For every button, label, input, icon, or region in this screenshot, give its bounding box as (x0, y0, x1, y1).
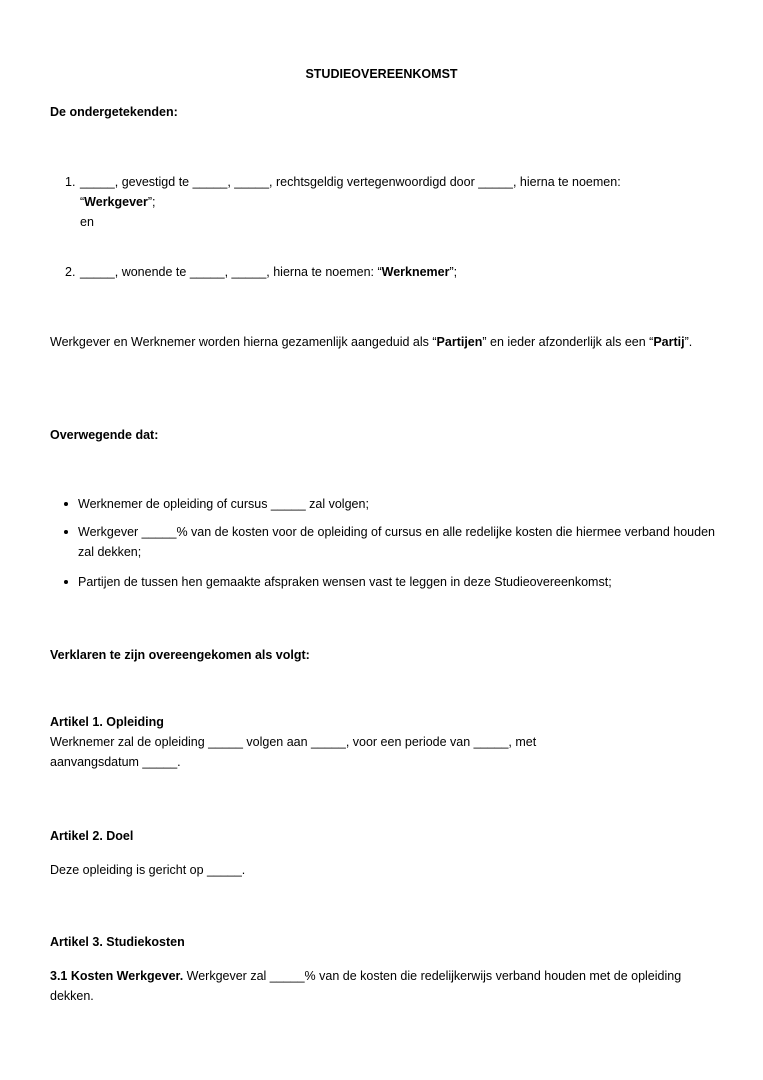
party2-number: 2. (65, 265, 76, 279)
article1-heading: Artikel 1. Opleiding (50, 715, 164, 729)
article1-text: Werknemer zal de opleiding _____ volgen aan _____, voor een periode van _____, met aanvangsdatum _____. (50, 735, 537, 769)
consideration-item: Partijen de tussen hen gemaakte afspraken wensen vast te leggen in deze Studieovereenkomst; (78, 575, 612, 589)
parties-sentence-part1: Werkgever en Werknemer worden hierna gezamenlijk aangeduid als “ (50, 335, 437, 349)
article3-1 (50, 966, 715, 1006)
parties-sentence-part3: ”. (684, 335, 693, 349)
term-partijen: Partijen (436, 335, 483, 349)
considering-heading: Overwegende dat: (50, 428, 159, 442)
document-title: STUDIEOVEREENKOMST (305, 67, 458, 81)
party1-term: Werkgever (84, 195, 148, 209)
bullet-icon (64, 502, 68, 506)
article3-1-label: 3.1 Kosten Werkgever. (50, 969, 184, 983)
article2-heading: Artikel 2. Doel (50, 829, 134, 843)
article3-heading: Artikel 3. Studiekosten (50, 935, 185, 949)
parties-sentence-part2: ” en ieder afzonderlijk als een “ (482, 335, 654, 349)
party1-block (80, 172, 710, 232)
bullet-icon (64, 580, 68, 584)
consideration-item: Werknemer de opleiding of cursus _____ zal volgen; (78, 497, 369, 511)
term-partij: Partij (653, 335, 685, 349)
bullet-icon (64, 530, 68, 534)
party1-close: ”; (147, 195, 156, 209)
consideration-item: Werkgever _____% van de kosten voor de opleiding of cursus en alle redelijke kosten die hiermee verband houden zal dekken; (78, 525, 715, 559)
party1-line1: _____, gevestigd te _____, _____, rechtsgeldig vertegenwoordigd door _____, hierna te noemen: (80, 175, 621, 189)
article2-text: Deze opleiding is gericht op _____. (50, 863, 246, 877)
party1-connector: en (80, 215, 94, 229)
parties-heading: De ondergetekenden: (50, 105, 178, 119)
party2-close: ”; (449, 265, 458, 279)
party2-line (80, 262, 710, 282)
party2-term: Werknemer (381, 265, 450, 279)
party1-line2 (80, 192, 710, 212)
party1-open-quote: “ (80, 195, 85, 209)
party2-text: _____, wonende te _____, _____, hierna te noemen: “ (80, 265, 382, 279)
party1-number: 1. (65, 175, 76, 189)
parties-sentence (50, 332, 710, 352)
article3-1-text: Werkgever zal _____% van de kosten die redelijkerwijs verband houden met de opleiding dekken. (50, 969, 682, 1003)
agreed-heading: Verklaren te zijn overeengekomen als volgt: (50, 648, 310, 662)
